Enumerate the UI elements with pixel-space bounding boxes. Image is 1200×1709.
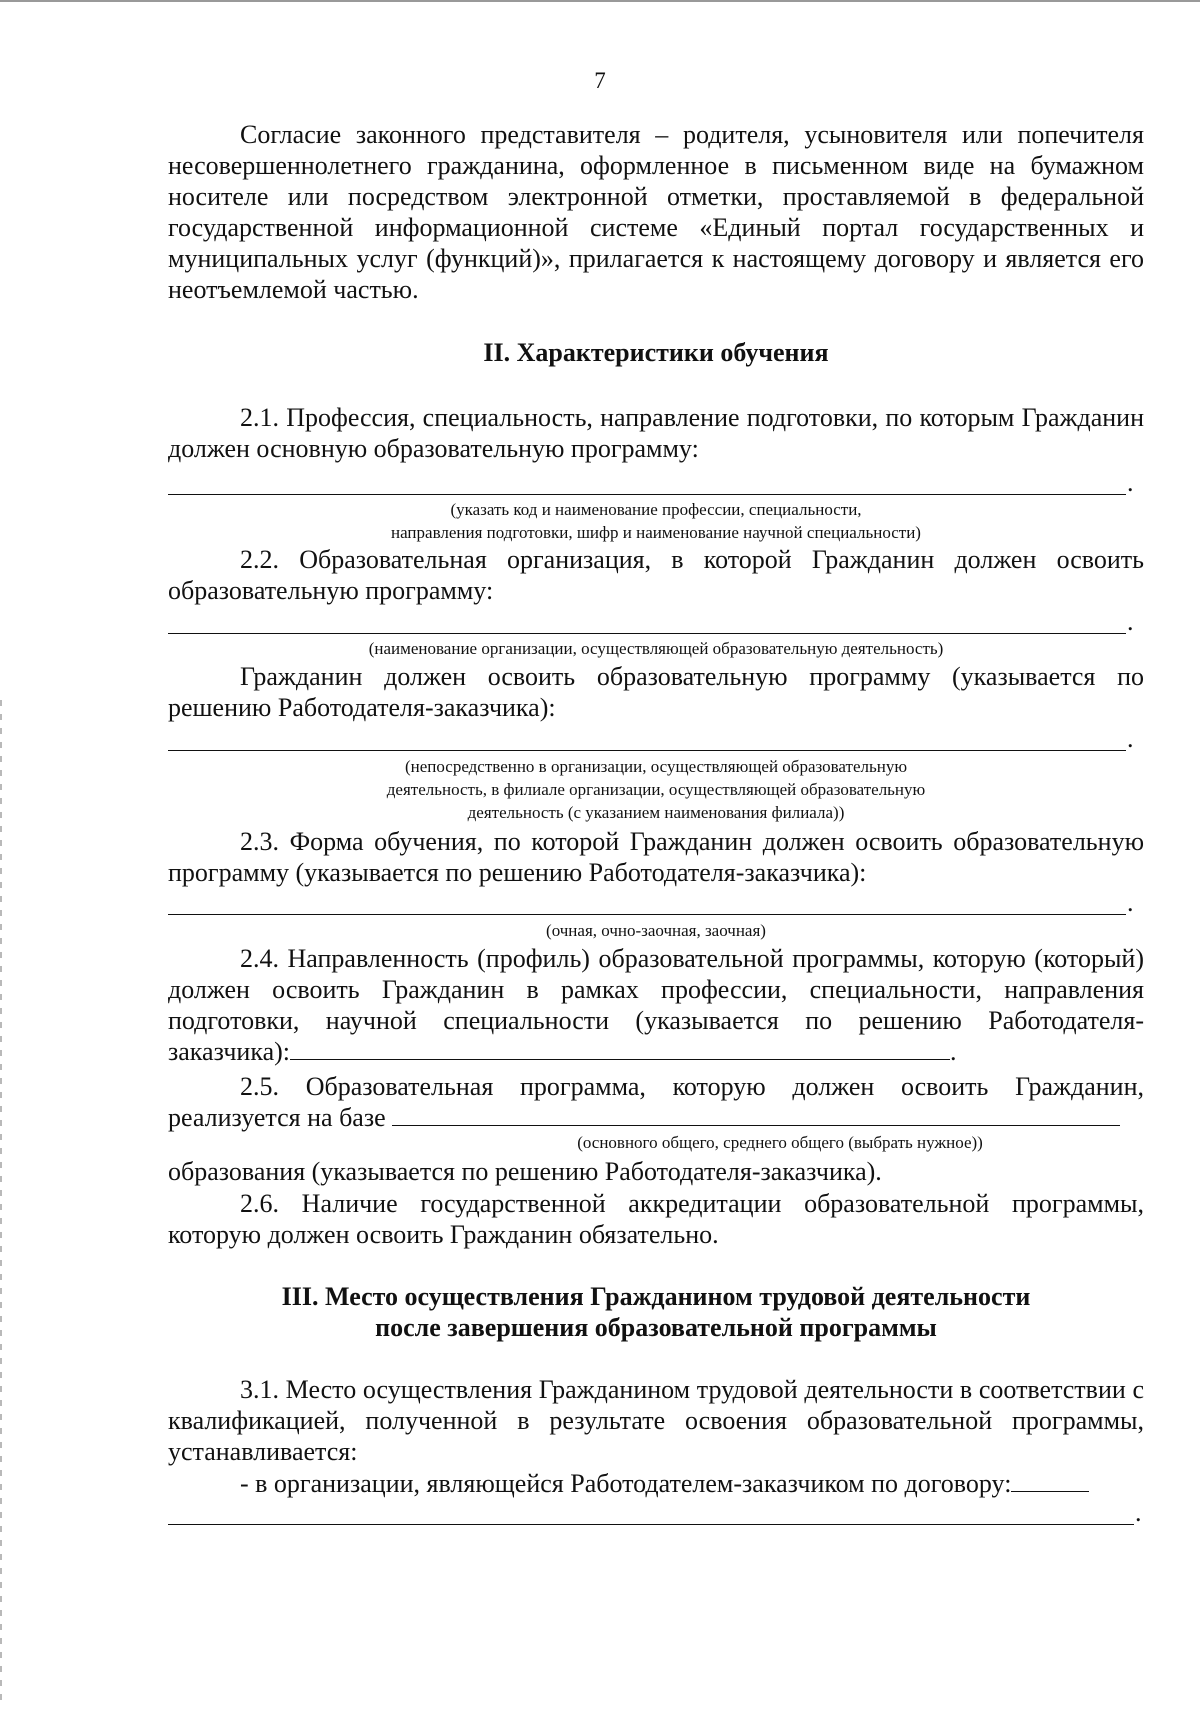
paragraph-2-1: 2.1. Профессия, специальность, направление подготовки, по которым Гражданин должен основную образовательную программу: — [168, 403, 1144, 463]
fill-line-2-1[interactable] — [168, 494, 1126, 495]
fill-line-2-3[interactable] — [168, 914, 1126, 915]
fill-line-2-1-period: . — [1127, 468, 1134, 497]
fill-line-3-1[interactable] — [168, 1524, 1134, 1525]
paragraph-2-2-place: Гражданин должен освоить образовательную программу (указывается по решению Работодателя-заказчика): — [168, 662, 1144, 722]
paragraph-2-4 — [168, 943, 1144, 1067]
fill-blank-2-4[interactable] — [290, 1039, 950, 1060]
hint-2-1-line1: (указать код и наименование профессии, специальности, — [450, 500, 862, 519]
section-3-title-line1: III. Место осуществления Гражданином трудовой деятельности — [281, 1282, 1031, 1311]
hint-2-2-place-line3: деятельность (с указанием наименования филиала)) — [467, 803, 845, 822]
paragraph-3-1-item-text: - в организации, являющейся Работодателем-заказчиком по договору: — [240, 1469, 1012, 1498]
paragraph-2-3: 2.3. Форма обучения, по которой Гражданин должен освоить образовательную программу (указывается по решению Работодателя-заказчика): — [168, 827, 1144, 887]
hint-2-2-place-line2: деятельность, в филиале организации, осуществляющей образовательную — [386, 780, 926, 799]
paragraph-3-1: 3.1. Место осуществления Гражданином трудовой деятельности в соответствии с квалификацией, полученной в результате освоения образовательной программы, устанавливается: — [168, 1375, 1144, 1466]
paragraph-2-5 — [168, 1071, 1144, 1133]
paragraph-2-5-end: образования (указывается по решению Работодателя-заказчика). — [168, 1157, 882, 1186]
paragraph-3-1-item — [168, 1468, 1144, 1499]
hint-2-2-place-line1: (непосредственно в организации, осуществляющей образовательную — [404, 757, 908, 776]
scan-edge-left — [0, 700, 2, 1700]
paragraph-2-2: 2.2. Образовательная организация, в которой Гражданин должен освоить образовательную программу: — [168, 545, 1144, 605]
fill-blank-2-5[interactable] — [392, 1105, 1120, 1126]
fill-line-3-1-period: . — [1135, 1498, 1142, 1527]
page-number: 7 — [594, 68, 606, 93]
consent-paragraph: Согласие законного представителя – родителя, усыновителя или попечителя несовершеннолетнего гражданина, оформленное в письменном виде на бумажном носителе или посредством электронной отметки, проставляемой в федеральной государственной информационной системе «Единый портал государственных и муниципальных услуг (функций)», прилагается к настоящему договору и является его неотъемлемой частью. — [168, 120, 1144, 304]
paragraph-2-5-text: 2.5. Образовательная программа, которую должен освоить Гражданин, реализуется на базе — [168, 1072, 1144, 1132]
section-2-title: II. Характеристики обучения — [483, 338, 829, 367]
scan-edge-top — [0, 0, 1200, 2]
section-3-title-line2: после завершения образовательной программы — [375, 1313, 937, 1342]
fill-line-2-2-place[interactable] — [168, 750, 1126, 751]
fill-line-2-2[interactable] — [168, 633, 1126, 634]
hint-2-2: (наименование организации, осуществляющей образовательную деятельность) — [368, 639, 944, 658]
paragraph-2-6: 2.6. Наличие государственной аккредитации образовательной программы, которую должен освоить Гражданин обязательно. — [168, 1189, 1144, 1249]
fill-blank-3-1-short[interactable] — [1011, 1471, 1089, 1492]
fill-blank-2-4-period: . — [950, 1037, 957, 1066]
hint-2-1-line2: направления подготовки, шифр и наименование научной специальности) — [391, 523, 921, 542]
hint-2-5: (основного общего, среднего общего (выбрать нужное)) — [577, 1133, 983, 1152]
paragraph-2-4-text: 2.4. Направленность (профиль) образовательной программы, которую (который) должен освоить Гражданин в рамках профессии, специальности, направления подготовки, научной специальности (указывается по решению Работодателя-заказчика): — [168, 944, 1144, 1066]
fill-line-2-2-place-period: . — [1127, 724, 1134, 753]
fill-line-2-3-period: . — [1127, 888, 1134, 917]
hint-2-3: (очная, очно-заочная, заочная) — [546, 921, 766, 940]
fill-line-2-2-period: . — [1127, 607, 1134, 636]
